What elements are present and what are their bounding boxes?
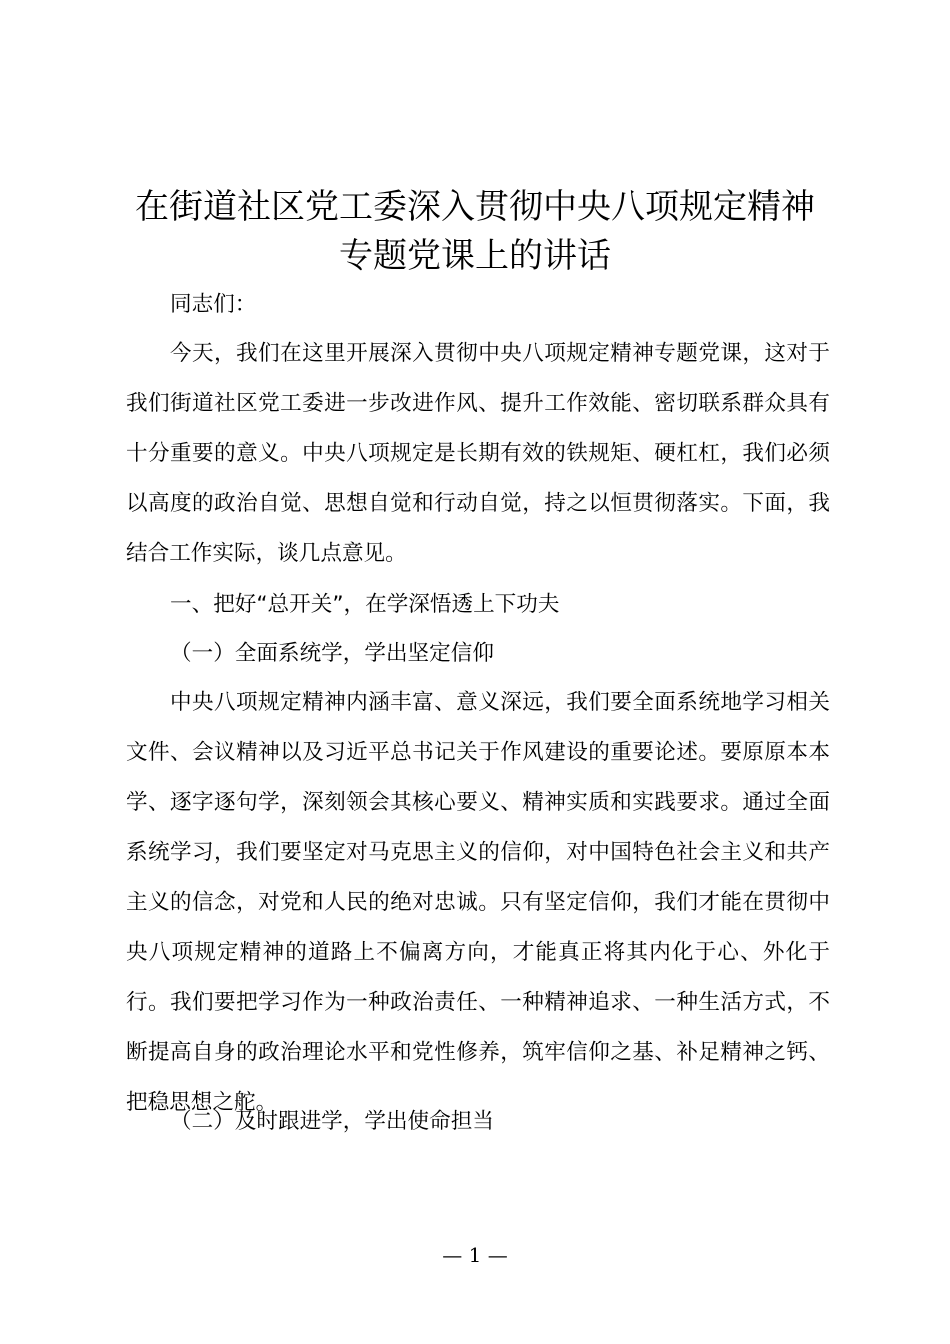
section-heading-1: 一、把好“总开关”，在学深悟透上下功夫: [170, 592, 560, 617]
salutation: 同志们：: [170, 292, 257, 317]
subsection-heading-1: （一）全面系统学，学出坚定信仰: [170, 641, 494, 666]
document-title-line-1: 在街道社区党工委深入贯彻中央八项规定精神: [135, 187, 815, 227]
page-number: — 1 —: [442, 1243, 508, 1267]
body-paragraph-1: 中央八项规定精神内涵丰富、意义深远，我们要全面系统地学习相关文件、会议精神以及习近平总书记关于作风建设的重要论述。要原原本本学、逐字逐句学，深刻领会其核心要义、精神实质和实践要求。通过全面系统学习，我们要坚定对马克思主义的信仰，对中国特色社会主义和共产主义的信念，对党和人民的绝对忠诚。只有坚定信仰，我们才能在贯彻中央八项规定精神的道路上不偏离方向，才能真正将其内化于心、外化于行。我们要把学习作为一种政治责任、一种精神追求、一种生活方式，不断提高自身的政治理论水平和党性修养，筑牢信仰之基、补足精神之钙、把稳思想之舵。: [126, 690, 830, 1115]
document-title-line-2: 专题党课上的讲话: [339, 236, 611, 276]
intro-paragraph: 今天，我们在这里开展深入贯彻中央八项规定精神专题党课，这对于我们街道社区党工委进一步改进作风、提升工作效能、密切联系群众具有十分重要的意义。中央八项规定是长期有效的铁规矩、硬杠杠，我们必须以高度的政治自觉、思想自觉和行动自觉，持之以恒贯彻落实。下面，我结合工作实际，谈几点意见。: [126, 341, 830, 566]
subsection-heading-2: （二）及时跟进学，学出使命担当: [170, 1109, 494, 1134]
